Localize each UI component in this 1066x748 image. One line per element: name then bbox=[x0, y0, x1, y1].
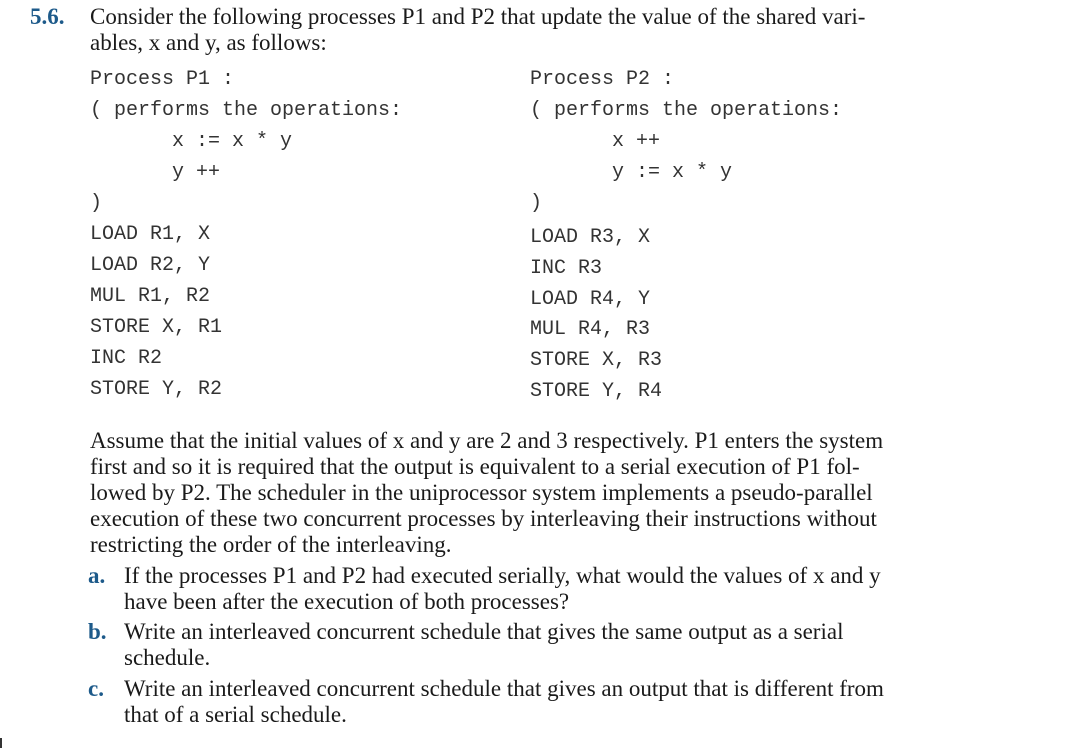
question-c-text bbox=[124, 676, 884, 728]
p1-open: ( performs the operations: bbox=[90, 99, 403, 122]
p1-op: x := x * y bbox=[172, 130, 293, 153]
paragraph-line: first and so it is required that the output is equivalent to a serial execution of P1 fol- bbox=[90, 454, 860, 479]
p2-asm-line: LOAD R4, Y bbox=[530, 288, 651, 311]
p2-op: x ++ bbox=[612, 130, 661, 153]
question-line: Write an interleaved concurrent schedule that gives the same output as a serial bbox=[124, 619, 844, 644]
p1-close: ) bbox=[90, 192, 103, 215]
text-cursor bbox=[0, 738, 2, 748]
p2-asm-line: INC R3 bbox=[530, 257, 603, 280]
p2-open: ( performs the operations: bbox=[530, 99, 843, 122]
p2-title: Process P2 : bbox=[530, 68, 675, 91]
p2-op: y := x * y bbox=[612, 161, 733, 184]
question-a-text bbox=[124, 563, 881, 615]
p1-asm-line: LOAD R2, Y bbox=[90, 254, 211, 277]
intro-line: ables, x and y, as follows: bbox=[90, 30, 327, 55]
question-b-text bbox=[124, 619, 843, 671]
p1-asm-line: STORE X, R1 bbox=[90, 316, 223, 339]
assumption-paragraph bbox=[90, 428, 960, 558]
p1-asm-line: MUL R1, R2 bbox=[90, 285, 211, 308]
question-line: that of a serial schedule. bbox=[124, 702, 347, 727]
question-line: If the processes P1 and P2 had executed serially, what would the values of x and y bbox=[124, 563, 881, 588]
question-a-label: a. bbox=[88, 563, 106, 588]
p1-asm-line: INC R2 bbox=[90, 347, 163, 370]
question-line: schedule. bbox=[124, 645, 211, 670]
p2-asm-line: STORE X, R3 bbox=[530, 349, 663, 372]
p2-asm-line: LOAD R3, X bbox=[530, 226, 651, 249]
paragraph-line: Assume that the initial values of x and y are 2 and 3 respectively. P1 enters the system bbox=[90, 428, 884, 453]
p1-asm-line: STORE Y, R2 bbox=[90, 378, 223, 401]
intro-line: Consider the following processes P1 and P2 that update the value of the shared vari- bbox=[90, 4, 866, 29]
p1-op: y ++ bbox=[172, 161, 221, 184]
problem-intro bbox=[90, 4, 865, 56]
p1-title: Process P1 : bbox=[90, 68, 235, 91]
problem-number: 5.6. bbox=[30, 4, 65, 29]
p2-close: ) bbox=[530, 192, 543, 215]
paragraph-line: execution of these two concurrent processes by interleaving their instructions without bbox=[90, 506, 877, 531]
p2-asm-line: STORE Y, R4 bbox=[530, 380, 663, 403]
question-line: have been after the execution of both processes? bbox=[124, 589, 570, 614]
question-line: Write an interleaved concurrent schedule that gives an output that is different from bbox=[124, 676, 884, 701]
p2-asm-line: MUL R4, R3 bbox=[530, 318, 651, 341]
question-c-label: c. bbox=[88, 676, 104, 701]
paragraph-line: restricting the order of the interleaving. bbox=[90, 532, 452, 557]
question-b-label: b. bbox=[88, 619, 107, 644]
paragraph-line: lowed by P2. The scheduler in the uniprocessor system implements a pseudo-parallel bbox=[90, 480, 873, 505]
p1-asm-line: LOAD R1, X bbox=[90, 223, 211, 246]
